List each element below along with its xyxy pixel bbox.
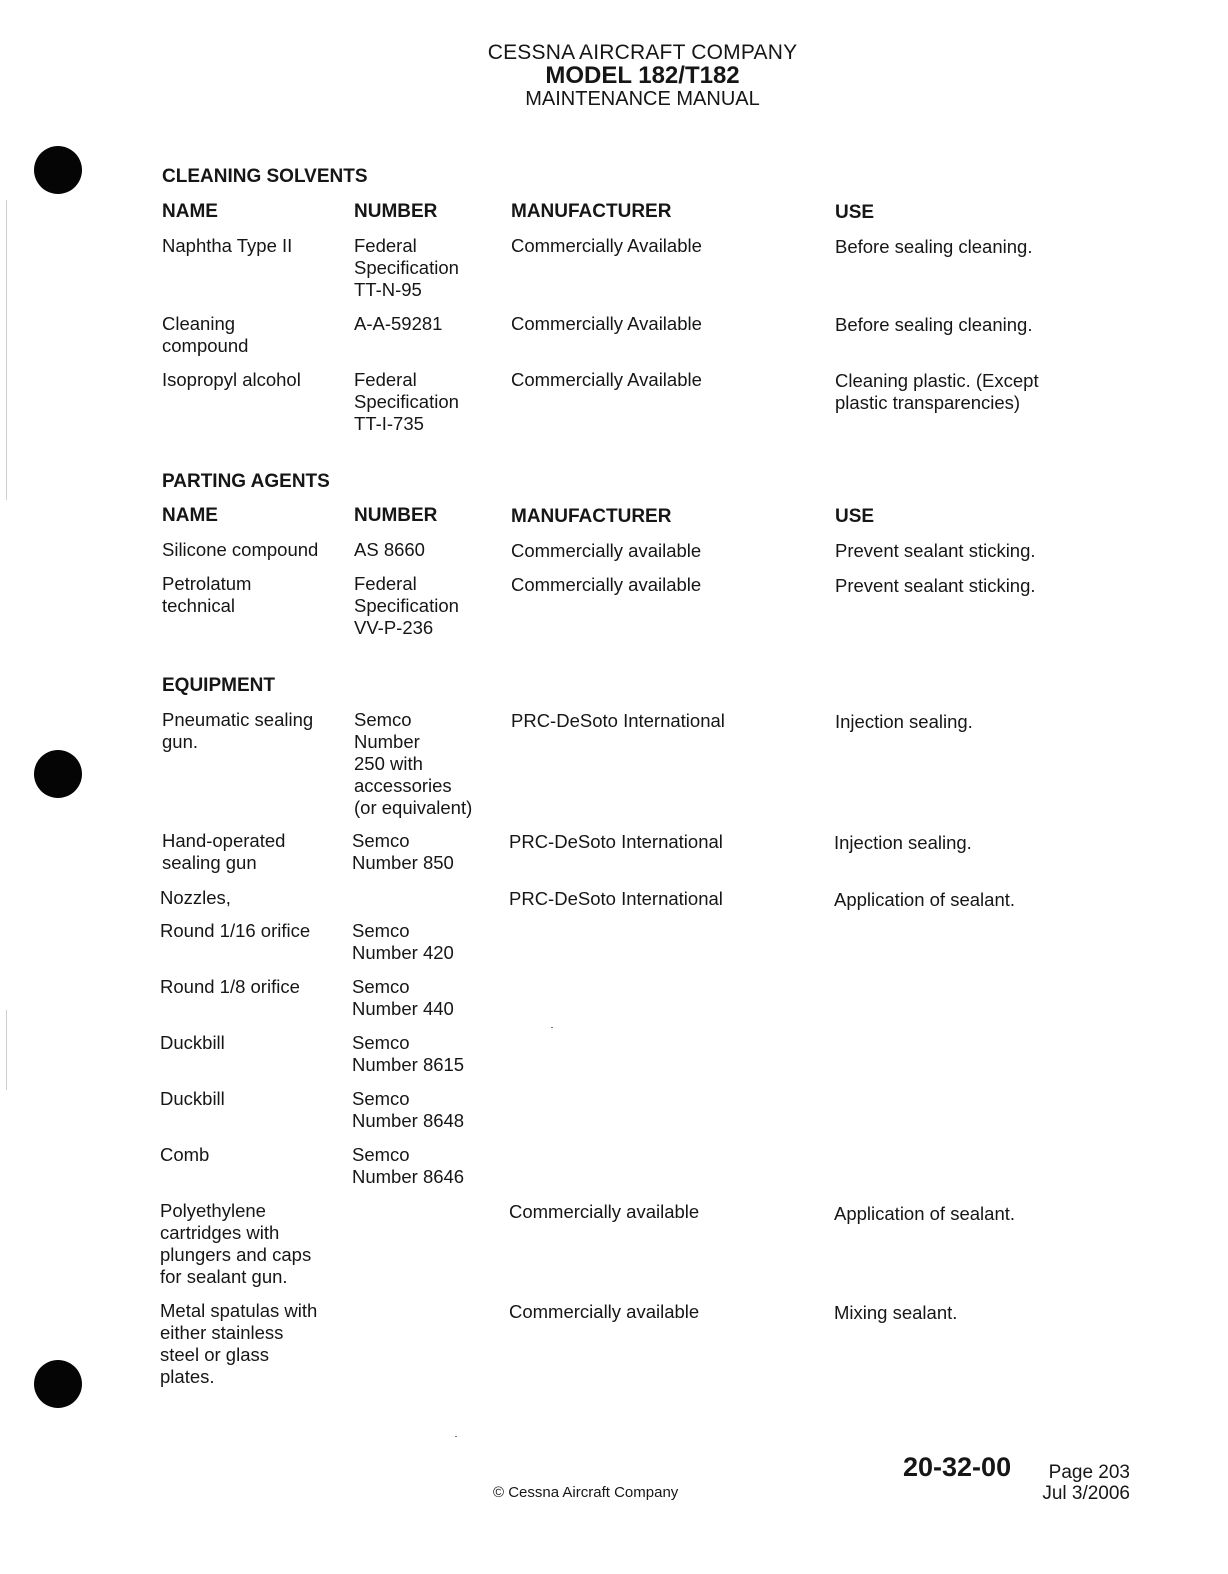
solvent-number: Federal Specification TT-I-735 [354, 369, 459, 434]
page-header [0, 42, 1228, 109]
equipment-use: Mixing sealant. [834, 1302, 958, 1323]
solvent-number: A-A-59281 [354, 313, 443, 334]
equipment-name: Pneumatic sealing gun. [162, 709, 314, 752]
equipment-name: Duckbill [160, 1088, 225, 1109]
section-title-equipment: EQUIPMENT [162, 675, 275, 696]
column-header-number: NUMBER [354, 201, 438, 222]
equipment-name: Hand-operated sealing gun [162, 830, 286, 873]
column-header-number: NUMBER [354, 505, 438, 526]
equipment-number: Semco Number 850 [352, 830, 454, 873]
solvent-use: Before sealing cleaning. [835, 236, 1033, 257]
equipment-name: Round 1/8 orifice [160, 976, 300, 997]
column-header-name: NAME [162, 505, 218, 526]
column-header-name: NAME [162, 201, 218, 222]
solvent-name: Cleaning compound [162, 313, 249, 356]
equipment-number: Semco Number 420 [352, 920, 454, 963]
parting-agent-use: Prevent sealant sticking. [835, 540, 1036, 561]
parting-agent-use: Prevent sealant sticking. [835, 575, 1036, 596]
equipment-manufacturer: Commercially available [509, 1301, 700, 1322]
solvent-manufacturer: Commercially Available [511, 369, 702, 390]
equipment-name: Polyethylene cartridges with plungers and caps for sealant gun. [160, 1200, 312, 1287]
equipment-name: Metal spatulas with either stainless steel or glass plates. [160, 1300, 318, 1387]
page-info [1042, 1462, 1130, 1504]
solvent-manufacturer: Commercially Available [511, 235, 702, 256]
parting-agent-name: Petrolatum technical [162, 573, 252, 616]
equipment-manufacturer: PRC-DeSoto International [509, 831, 723, 852]
equipment-number: Semco Number 8648 [352, 1088, 465, 1131]
equipment-number: Semco Number 440 [352, 976, 454, 1019]
scan-edge-line [6, 1010, 7, 1090]
page-number: Page 203 [1048, 1462, 1130, 1483]
scan-speck [455, 1436, 457, 1437]
equipment-manufacturer: PRC-DeSoto International [511, 710, 725, 731]
manual-title: MAINTENANCE MANUAL [525, 88, 760, 110]
equipment-use: Injection sealing. [834, 832, 972, 853]
equipment-name: Round 1/16 orifice [160, 920, 311, 941]
parting-agent-number: Federal Specification VV-P-236 [354, 573, 459, 638]
equipment-manufacturer: PRC-DeSoto International [509, 888, 723, 909]
column-header-use: USE [835, 506, 875, 527]
equipment-number: Semco Number 8615 [352, 1032, 465, 1075]
column-header-manufacturer: MANUFACTURER [511, 201, 672, 222]
parting-agent-manufacturer: Commercially available [511, 540, 702, 561]
parting-agent-manufacturer: Commercially available [511, 574, 702, 595]
equipment-name: Comb [160, 1144, 210, 1165]
equipment-name: Duckbill [160, 1032, 225, 1053]
section-code: 20-32-00 [903, 1452, 1012, 1482]
company-name: CESSNA AIRCRAFT COMPANY [487, 41, 798, 64]
solvent-number: Federal Specification TT-N-95 [354, 235, 459, 300]
equipment-manufacturer: Commercially available [509, 1201, 700, 1222]
solvent-use: Before sealing cleaning. [835, 314, 1033, 335]
equipment-number: Semco Number 250 with accessories (or equivalent) [354, 709, 473, 818]
equipment-use: Application of sealant. [834, 1203, 1016, 1224]
equipment-use: Injection sealing. [835, 711, 973, 732]
binder-hole-middle [34, 750, 82, 798]
parting-agent-name: Silicone compound [162, 539, 319, 560]
scan-edge-line [6, 200, 7, 500]
parting-agent-number: AS 8660 [354, 539, 425, 560]
equipment-name: Nozzles, [160, 887, 231, 908]
scan-speck [551, 1027, 553, 1028]
solvent-use: Cleaning plastic. (Except plastic transparencies) [835, 370, 1039, 413]
solvent-manufacturer: Commercially Available [511, 313, 702, 334]
revision-date: Jul 3/2006 [1042, 1483, 1130, 1504]
section-title-parting-agents: PARTING AGENTS [162, 471, 330, 492]
equipment-number: Semco Number 8646 [352, 1144, 465, 1187]
copyright-notice: © Cessna Aircraft Company [493, 1484, 679, 1501]
binder-hole-bottom [34, 1360, 82, 1408]
column-header-manufacturer: MANUFACTURER [511, 506, 672, 527]
solvent-name: Naphtha Type II [162, 235, 293, 256]
section-title-cleaning-solvents: CLEANING SOLVENTS [162, 166, 368, 187]
column-header-use: USE [835, 202, 875, 223]
model-title: MODEL 182/T182 [545, 62, 740, 89]
binder-hole-top [34, 146, 82, 194]
solvent-name: Isopropyl alcohol [162, 369, 301, 390]
equipment-use: Application of sealant. [834, 889, 1016, 910]
